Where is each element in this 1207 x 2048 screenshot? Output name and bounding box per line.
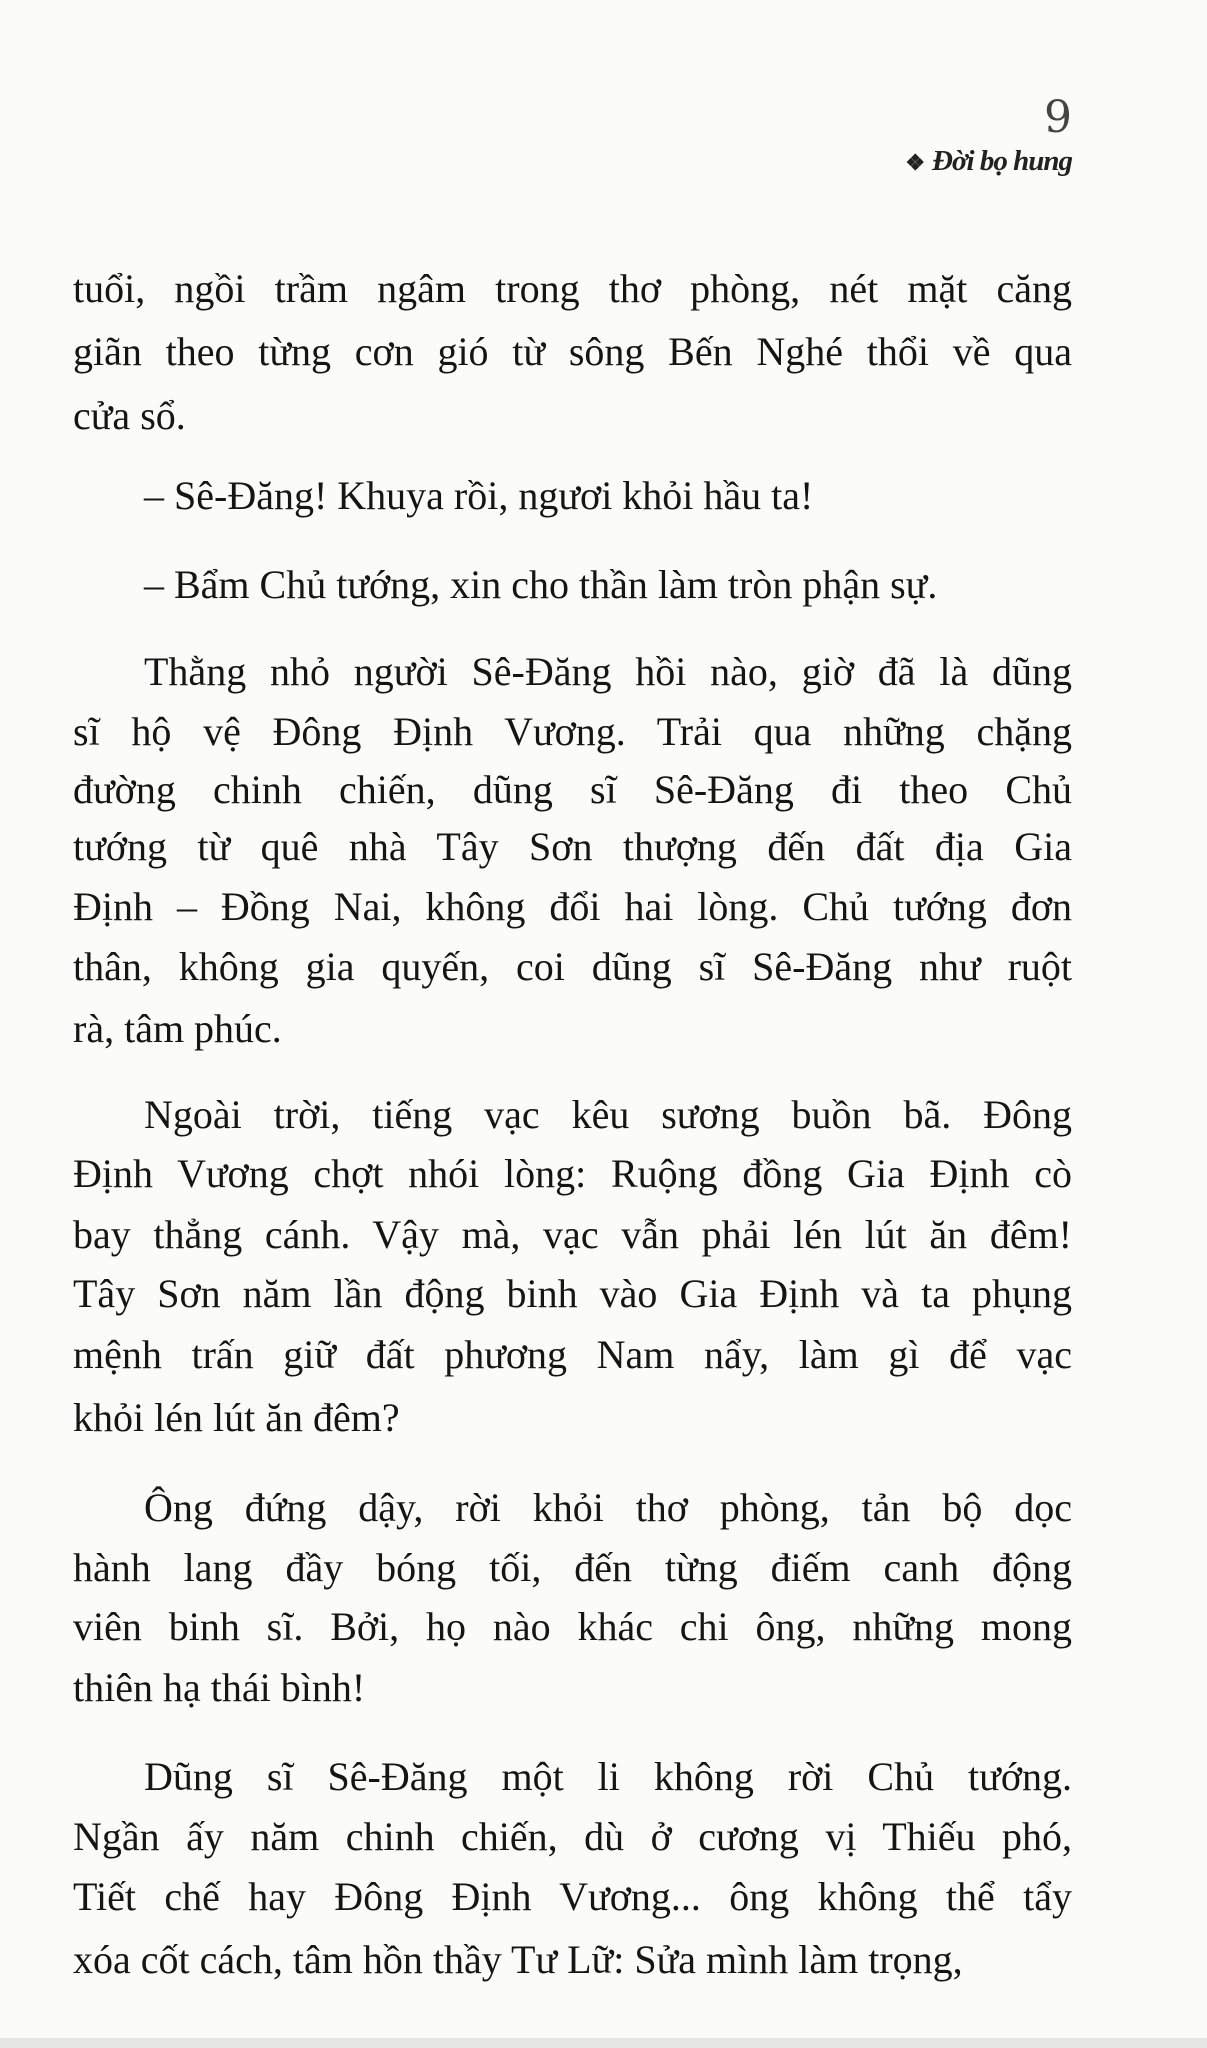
running-header [905, 145, 1072, 178]
text-line: Tiết chế hay Đông Định Vương... ông không thể tẩy [73, 1874, 1072, 1919]
text-line: Ngần ấy năm chinh chiến, dù ở cương vị Thiếu phó, [73, 1814, 1072, 1859]
text-line: cửa sổ. [73, 393, 186, 438]
text-line: tuổi, ngồi trầm ngâm trong thơ phòng, nét mặt căng [73, 266, 1072, 311]
text-line: Định – Đồng Nai, không đổi hai lòng. Chủ tướng đơn [73, 884, 1072, 929]
page-edge [0, 2038, 1207, 2048]
text-line: – Sê-Đăng! Khuya rồi, ngươi khỏi hầu ta! [144, 473, 814, 518]
text-line: – Bẩm Chủ tướng, xin cho thần làm tròn phận sự. [144, 562, 938, 607]
text-line: Tây Sơn năm lần động binh vào Gia Định và ta phụng [73, 1271, 1072, 1316]
text-line: sĩ hộ vệ Đông Định Vương. Trải qua những chặng [73, 709, 1072, 754]
text-line: Ông đứng dậy, rời khỏi thơ phòng, tản bộ dọc [144, 1485, 1072, 1530]
text-line: tướng từ quê nhà Tây Sơn thượng đến đất địa Gia [73, 824, 1072, 869]
running-header-title: Đời bọ hung [932, 145, 1072, 177]
ornament-icon: ❖ [905, 150, 925, 175]
text-line: Ngoài trời, tiếng vạc kêu sương buồn bã. Đông [144, 1092, 1072, 1137]
text-line: xóa cốt cách, tâm hồn thầy Tư Lữ: Sửa mình làm trọng, [73, 1937, 963, 1982]
text-line: thiên hạ thái bình! [73, 1665, 366, 1710]
text-line: thân, không gia quyến, coi dũng sĩ Sê-Đăng như ruột [73, 944, 1072, 989]
text-line: Định Vương chợt nhói lòng: Ruộng đồng Gia Định cò [73, 1151, 1072, 1196]
text-line: rà, tâm phúc. [73, 1006, 282, 1051]
text-line: đường chinh chiến, dũng sĩ Sê-Đăng đi theo Chủ [73, 767, 1072, 812]
text-line: Thằng nhỏ người Sê-Đăng hồi nào, giờ đã là dũng [144, 649, 1072, 694]
text-line: giãn theo từng cơn gió từ sông Bến Nghé thổi về qua [73, 329, 1072, 374]
text-line: Dũng sĩ Sê-Đăng một li không rời Chủ tướng. [144, 1754, 1072, 1799]
text-line: khỏi lén lút ăn đêm? [73, 1395, 400, 1440]
text-line: mệnh trấn giữ đất phương Nam nẩy, làm gì để vạc [73, 1332, 1072, 1377]
page-number: 9 [1044, 92, 1072, 143]
text-line: hành lang đầy bóng tối, đến từng điếm canh động [73, 1545, 1072, 1590]
text-line: viên binh sĩ. Bởi, họ nào khác chi ông, những mong [73, 1604, 1072, 1649]
text-line: bay thẳng cánh. Vậy mà, vạc vẫn phải lén lút ăn đêm! [73, 1212, 1072, 1257]
